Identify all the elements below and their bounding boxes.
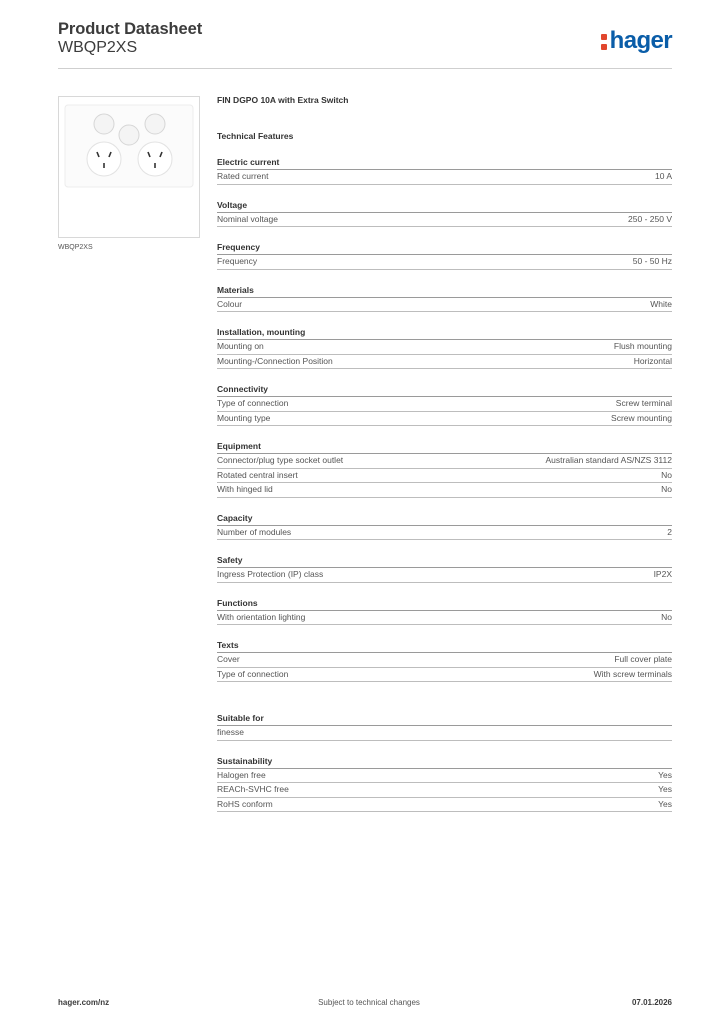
spec-label: Rated current (217, 171, 269, 181)
spec-label: Cover (217, 654, 240, 664)
spec-label: Ingress Protection (IP) class (217, 569, 324, 579)
spec-group-title: Safety (217, 554, 672, 568)
spec-label: Frequency (217, 256, 258, 266)
spec-row (217, 170, 672, 185)
product-code: WBQP2XS (58, 39, 138, 56)
spec-label: Colour (217, 298, 243, 309)
spec-group-title: Voltage (217, 199, 672, 213)
spec-group (217, 755, 672, 813)
spec-group-title: Functions (217, 597, 672, 611)
spec-label: Type of connection (217, 398, 289, 408)
technical-features-title: Technical Features (217, 131, 294, 141)
spec-group-title: Sustainability (217, 755, 672, 769)
spec-label: REACh-SVHC free (217, 784, 289, 794)
spec-row (217, 568, 672, 583)
spec-label: With orientation lighting (217, 611, 306, 622)
spec-group (217, 639, 672, 682)
spec-row (217, 454, 672, 469)
power-outlet-icon (59, 97, 199, 237)
spec-label: Connector/plug type socket outlet (217, 455, 344, 465)
spec-group (217, 512, 672, 541)
spec-value: No (661, 611, 672, 622)
spec-value: 50 - 50 Hz (632, 256, 672, 266)
hager-logo (601, 26, 672, 56)
footer-website[interactable]: hager.com/nz (58, 998, 110, 1007)
spec-group-title: Capacity (217, 512, 672, 526)
spec-group-title: Connectivity (217, 383, 672, 397)
spec-value: Screw mounting (611, 412, 672, 423)
header-divider (58, 68, 672, 69)
spec-row (217, 668, 672, 683)
spec-row (217, 653, 672, 668)
spec-group (217, 440, 672, 498)
spec-group-title: Electric current (217, 156, 672, 170)
spec-row (217, 213, 672, 228)
spec-value: Yes (658, 769, 672, 780)
spec-group (217, 712, 672, 741)
spec-label: finesse (217, 727, 244, 737)
spec-value: With screw terminals (593, 668, 672, 679)
spec-label: Type of connection (217, 668, 289, 679)
spec-value: No (661, 469, 672, 480)
spec-label: Rotated central insert (217, 469, 298, 480)
spec-row (217, 769, 672, 784)
spec-label: Halogen free (217, 769, 266, 780)
spec-value: No (661, 484, 672, 494)
spec-label: Nominal voltage (217, 213, 278, 224)
spec-group-title: Installation, mounting (217, 326, 672, 340)
spec-value: Horizontal (633, 355, 672, 366)
spec-row (217, 611, 672, 626)
spec-group-title: Suitable for (217, 712, 672, 726)
spec-group (217, 156, 672, 185)
spec-row (217, 526, 672, 541)
spec-row (217, 412, 672, 427)
spec-label: With hinged lid (217, 484, 273, 494)
footer-date: 07.01.2026 (631, 998, 672, 1007)
spec-label: Mounting-/Connection Position (217, 355, 333, 366)
spec-value: IP2X (653, 569, 672, 579)
spec-row (217, 483, 672, 498)
spec-value: Screw terminal (615, 398, 672, 408)
spec-label: Mounting type (217, 412, 271, 423)
extra-spec-groups (217, 712, 672, 812)
spec-value: 2 (667, 526, 672, 537)
spec-value: Yes (658, 784, 672, 794)
page-title: Product Datasheet (58, 20, 203, 38)
spec-group (217, 597, 672, 626)
spec-value: 10 A (654, 171, 672, 181)
spec-row (217, 340, 672, 355)
spec-group (217, 326, 672, 369)
spec-row (217, 397, 672, 412)
spec-group (217, 284, 672, 313)
logo-colon-icon (601, 26, 608, 56)
spec-value: Full cover plate (614, 654, 672, 664)
spec-group (217, 199, 672, 228)
logo-text: hager (609, 27, 672, 54)
spec-group-title: Equipment (217, 440, 672, 454)
spec-group-title: Texts (217, 639, 672, 653)
spec-groups (217, 156, 672, 682)
spec-group (217, 554, 672, 583)
spec-row (217, 298, 672, 313)
spec-row (217, 783, 672, 798)
spec-row (217, 355, 672, 370)
spec-label: Mounting on (217, 341, 264, 351)
spec-value: Australian standard AS/NZS 3112 (545, 455, 672, 465)
image-caption: WBQP2XS (58, 244, 93, 251)
spec-label: RoHS conform (217, 798, 273, 809)
spec-row (217, 255, 672, 270)
spec-content (217, 94, 672, 812)
spec-label: Number of modules (217, 526, 292, 537)
spec-value: Flush mounting (613, 341, 672, 351)
footer-notice: Subject to technical changes (318, 998, 420, 1007)
spec-group-title: Frequency (217, 241, 672, 255)
spec-row (217, 798, 672, 813)
spec-value: Yes (658, 798, 672, 809)
spec-group (217, 383, 672, 426)
spec-group (217, 241, 672, 270)
spec-row (217, 469, 672, 484)
spec-value: White (650, 298, 672, 309)
spec-row (217, 726, 672, 741)
product-image (58, 96, 200, 238)
spec-group-title: Materials (217, 284, 672, 298)
product-title: FIN DGPO 10A with Extra Switch (217, 95, 349, 105)
spec-value: 250 - 250 V (628, 213, 672, 224)
